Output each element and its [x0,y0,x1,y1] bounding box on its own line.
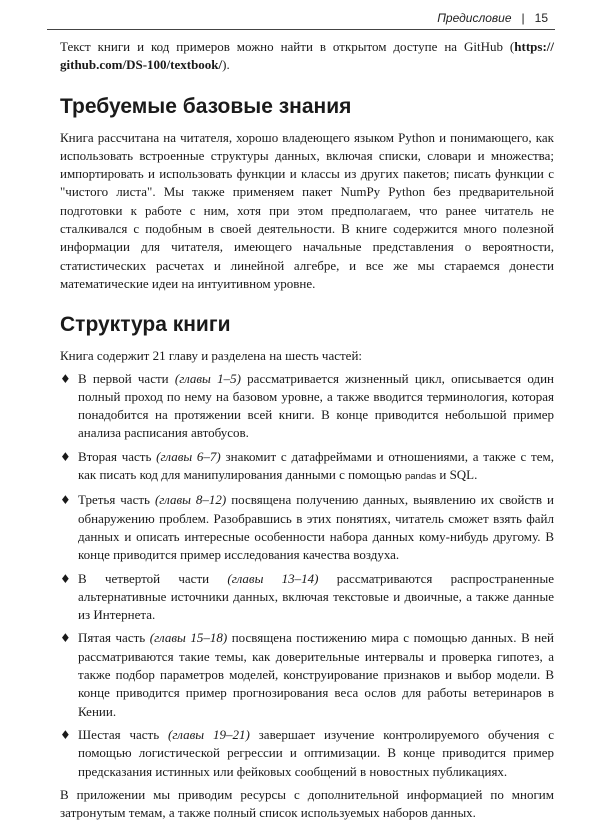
structure-lead: Книга содержит 21 главу и разделена на шесть частей: [60,348,363,364]
part-chapters: (главы 1–5) [174,370,241,386]
part-text: знакомит с датафреймами и отношениями, а также с тем, как писать код для манипулирования данными с помощью [78,448,554,483]
part-chapters: (главы 19–21) [168,726,250,742]
running-header [437,9,548,27]
intro-text: Текст книги и код примеров можно найти в открытом доступе на GitHub ( [60,39,515,54]
part-text: рассматривается жизненный цикл, описывается один полный проход по нему на базовом уровне, а также вводится терминология, которая понадобится на протяжении всей книги. В конце приводится небольшой пример анализа расписания автобусов. [78,370,554,441]
part-text: рассматриваются распространенные альтернативные источники данных, включая текстовые и двоичные, а также данные из Интернета. [78,570,554,623]
diamond-bullet-icon: ♦ [60,727,71,742]
list-item [60,370,554,443]
header-section-title: Предисловие [437,11,512,25]
part-chapters: (главы 15–18) [149,630,228,646]
list-item [60,448,554,487]
parts-list [60,370,554,781]
part-chapters: (главы 8–12) [154,492,227,508]
intro-text-end: ). [222,57,230,73]
part-text: В первой части [78,370,175,386]
part-text: Вторая часть [78,448,157,464]
part-chapters: (главы 6–7) [156,448,221,464]
page-body [60,38,554,822]
part-text: завершает изучение контролируемого обучения с помощью логистической регрессии и оптимизации. В конце приводится пример предсказания истинных или фейковых сообщений в новостных публикациях. [78,726,554,779]
list-item [60,726,554,781]
part-text: посвящена постижению мира с помощью данных. В ней рассматриваются такие темы, как доверительные интервалы и проверка гипотез, а также подбор параметров моделей, конструирование признаков и выбор модели. В конце приводится пример прогнозирования веса ослов для работы ветеринаров в Кении. [78,630,554,719]
page-number: 15 [534,11,548,25]
header-rule [47,29,555,30]
structure-heading: Структура книги [60,313,231,337]
diamond-bullet-icon: ♦ [60,371,71,386]
part-chapters: (главы 13–14) [227,570,319,586]
part-text: В четвертой части [78,570,228,586]
part-text: и SQL. [436,467,478,483]
outro-paragraph: В приложении мы приводим ресурсы с дополнительной информацией по многим затронутым темам, а также полный список используемых наборов данных. [60,786,554,821]
list-item [60,491,554,564]
diamond-bullet-icon: ♦ [60,631,71,646]
diamond-bullet-icon: ♦ [60,493,71,508]
prereq-paragraph: Книга рассчитана на читателя, хорошо владеющего языком Python и понимающего, как использовать встроенные структуры данных, включая списки, словари и множества; импортировать и использовать функции и классы из других пакетов; писать функции с "чистого листа". Мы также применяем пакет NumPy Python без предварительной подготовки к работе с ним, хотя при этом предполагаем, что ранее читатель не сталкивался с подобным в своей деятельности. В книге содержится много полезной информации для читателя, имеющего начальные представления о вероятности, статистических расчетах и линейной алгебре, и все же мы стараемся донести математические идеи на интуитивном уровне. [60,129,554,291]
github-link[interactable]: https:// github.com/DS-100/textbook/ [60,39,554,73]
prereq-heading: Требуемые базовые знания [60,94,352,118]
part-text: Шестая часть [78,726,169,742]
part-text: посвящена получению данных, выявлению их свойств и обнаружению проблем. Разобравшись в этих понятиях, читатель сможет взять файл данных и описать интересные особенности набора данных кому-нибудь другому. В конце приводится пример исследования качества воздуха. [78,492,554,563]
pandas-term: pandas [404,471,437,483]
list-item [60,629,554,720]
diamond-bullet-icon: ♦ [60,449,71,464]
list-item [60,570,554,625]
diamond-bullet-icon: ♦ [60,571,71,586]
intro-paragraph [60,38,554,75]
header-separator: | [521,11,525,25]
part-text: Пятая часть [78,630,150,646]
part-text: Третья часть [78,492,155,508]
